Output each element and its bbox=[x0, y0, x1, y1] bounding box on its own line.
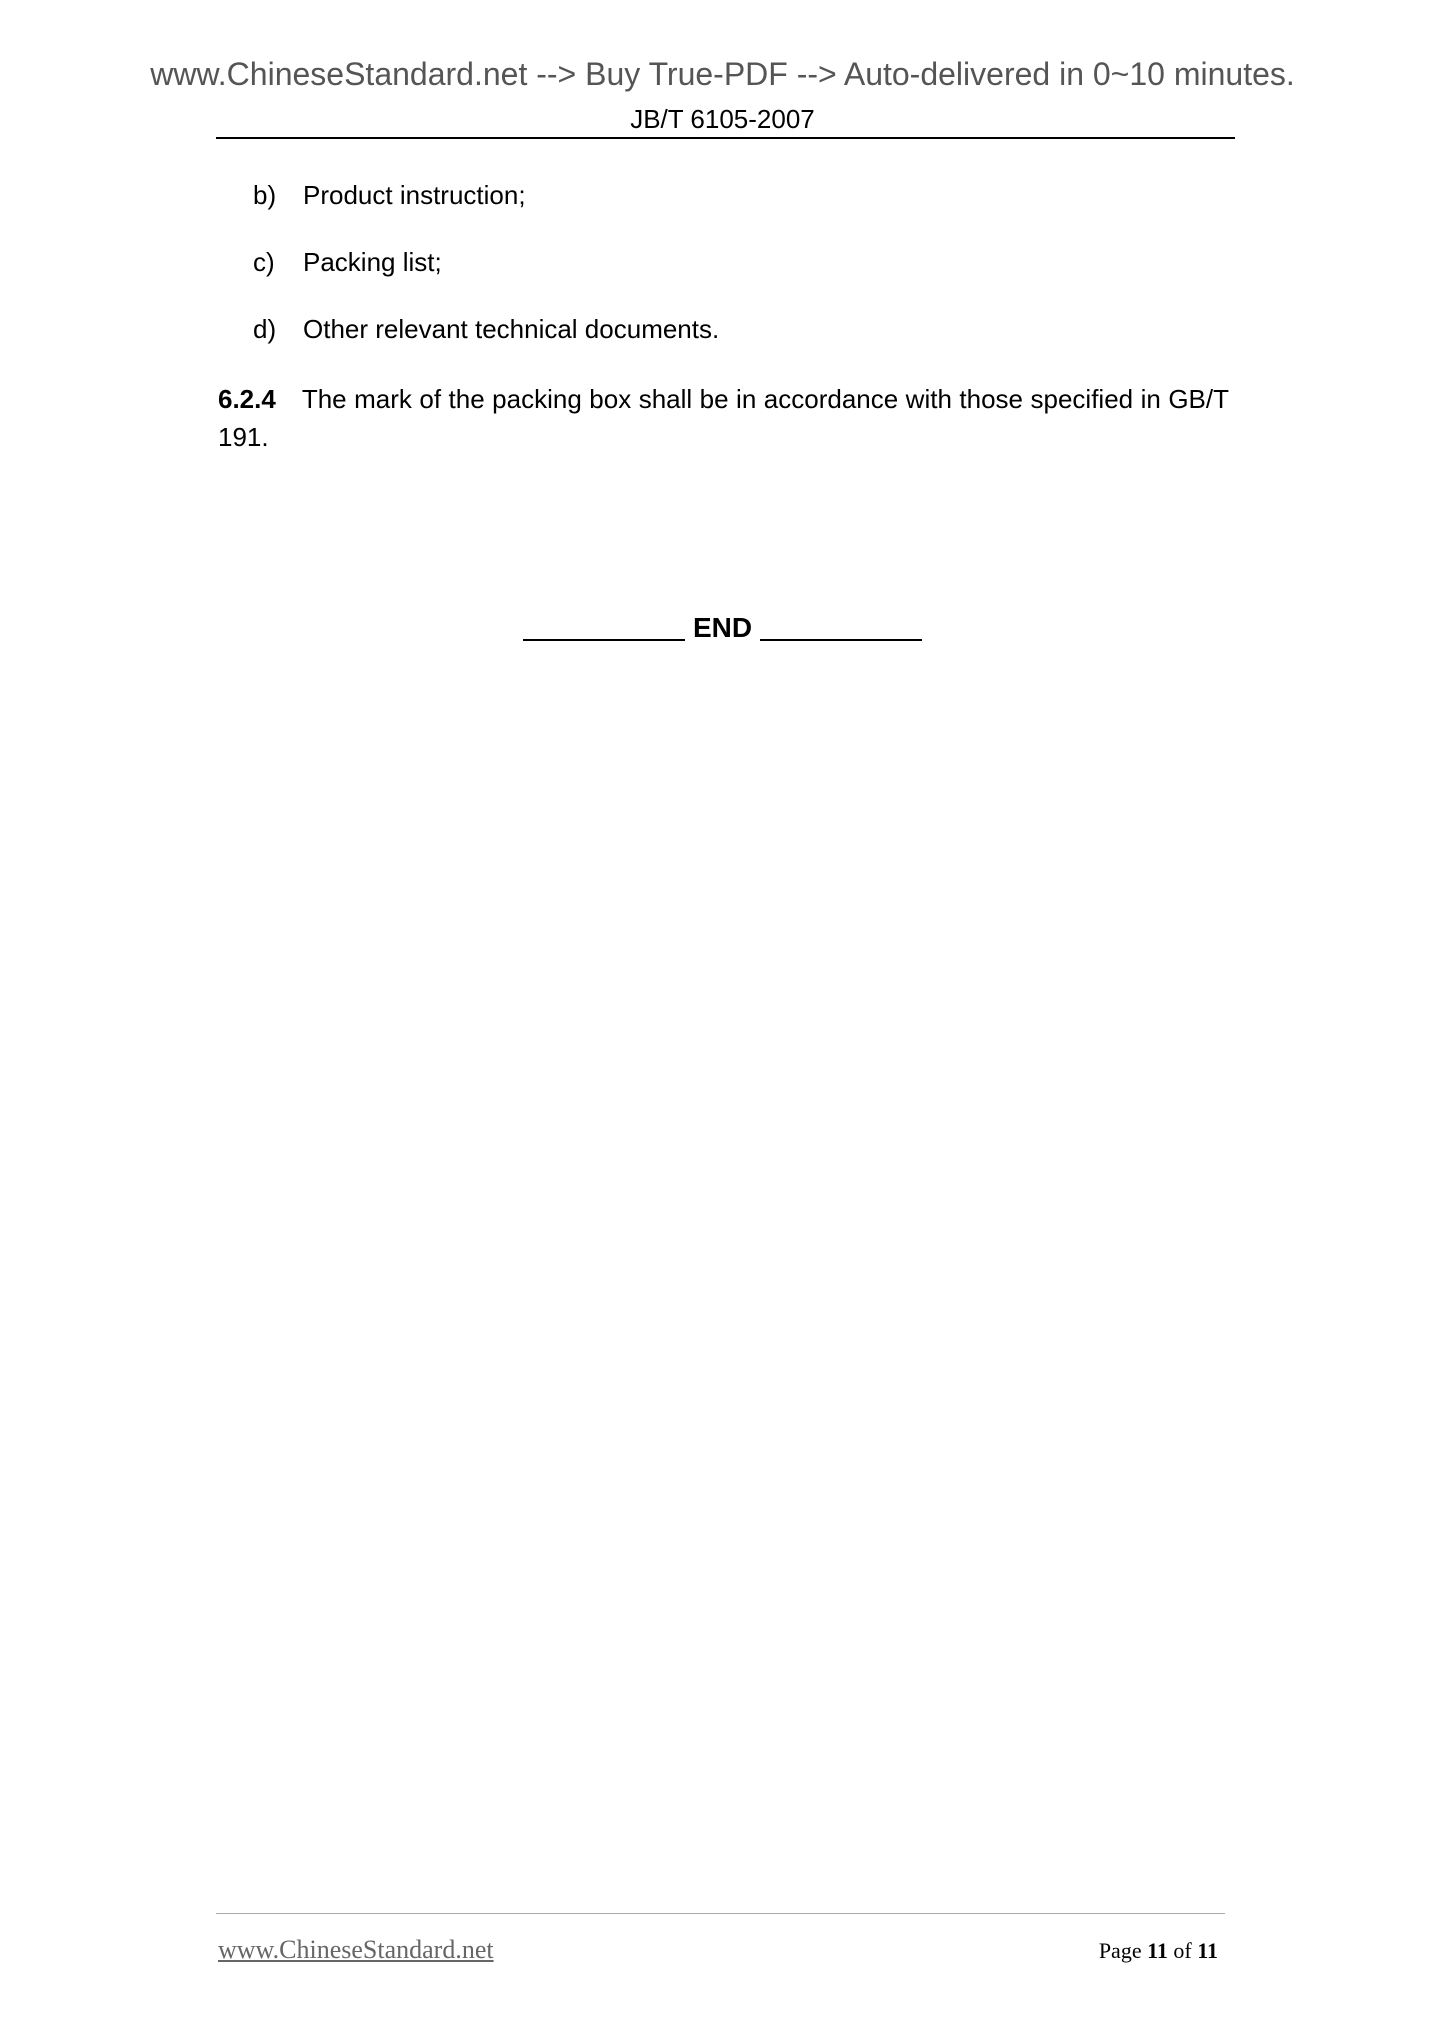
list-item bbox=[253, 180, 526, 211]
list-item-text: Product instruction; bbox=[303, 180, 526, 210]
footer-website-link[interactable]: www.ChineseStandard.net bbox=[218, 1935, 494, 1964]
standard-code: JB/T 6105-2007 bbox=[630, 104, 815, 134]
banner-text: www.ChineseStandard.net --> Buy True-PDF --> Auto-delivered in 0~10 minutes. bbox=[150, 56, 1295, 92]
footer-divider bbox=[216, 1913, 1225, 1914]
header-divider bbox=[216, 137, 1235, 139]
end-rule-left bbox=[523, 639, 685, 641]
list-marker: d) bbox=[253, 314, 277, 344]
list-marker: c) bbox=[253, 247, 275, 277]
end-rule-right bbox=[760, 639, 922, 641]
list-item-text: Other relevant technical documents. bbox=[303, 314, 720, 344]
list-item bbox=[253, 314, 719, 345]
list-item-text: Packing list; bbox=[303, 247, 442, 277]
page-word: Page bbox=[1098, 1938, 1142, 1963]
page-current: 11 bbox=[1147, 1938, 1168, 1963]
end-marker bbox=[0, 612, 1445, 644]
clause-number: 6.2.4 bbox=[218, 384, 276, 414]
page-number bbox=[1099, 1938, 1218, 1964]
page-total: 11 bbox=[1197, 1938, 1218, 1963]
end-label: END bbox=[692, 612, 753, 643]
of-word: of bbox=[1173, 1938, 1192, 1963]
clause-text: The mark of the packing box shall be in accordance with those specified in GB/T 191. bbox=[218, 384, 1229, 452]
list-item bbox=[253, 247, 442, 278]
list-marker: b) bbox=[253, 180, 277, 210]
clause-6-2-4 bbox=[218, 380, 1229, 456]
